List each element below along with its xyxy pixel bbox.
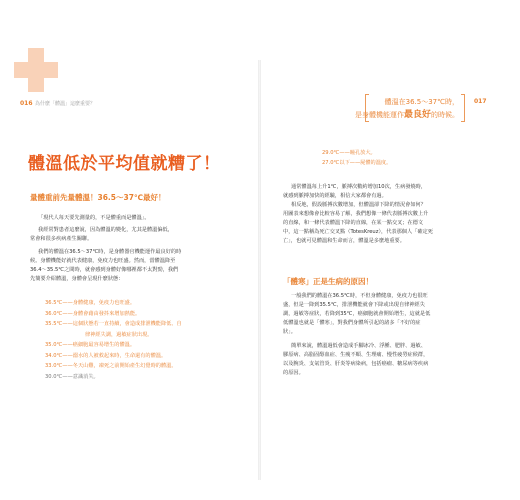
left-paragraph-2 (30, 248, 250, 284)
text-line: 一般我們的體溫在36.5℃時，不但身體健康，免疫力也很旺 (291, 293, 428, 299)
text-line: 的原因。 (283, 370, 304, 376)
header-pullquote (354, 94, 465, 120)
left-paragraph-1 (30, 226, 250, 244)
text-line: 膠原病、高脂固醇血症、生瘦不順、生理痛、慢性疲勞症候群， (283, 352, 429, 358)
temp-item: 27.0℃以下——屍體的溫度。 (322, 160, 392, 166)
right-page-number: 017 (474, 98, 487, 105)
text-line: 亡」，也就可見體溫和生命而言，體溫是多麼地重要。 (283, 238, 405, 244)
pullquote-line-1: 體溫在36.5～37℃時， (384, 98, 459, 106)
right-paragraph-1 (283, 183, 498, 246)
text-line: 中，這一點稱為死亡交叉點（TotesKreuz），代表那個人「確定死 (283, 229, 433, 235)
text-line: 先簡要介紹體溫，身體會呈現什麼狀態： (30, 276, 124, 282)
right-paragraph-3 (283, 342, 498, 378)
text-line: 36.4～35.5℃之間時，就會感到身體好像哪裡都不太對勁，我們 (30, 267, 179, 273)
text-line: 以及腕炎、支氣管炎、肝炎等病染病，包括癌瘤、糖尿病等疾病 (283, 361, 429, 367)
text-line: 就感到脈搏加快的經驗，相信大家都會有過。 (283, 193, 387, 199)
text-line: 用圖表來想像會比較容易了解，我們想像一條代表脈搏次數上升 (283, 211, 429, 217)
left-page-number: 016 (20, 100, 33, 107)
left-quote: 「現代人每天要先測量的，不是體重而是體溫」。 (38, 215, 150, 221)
text-line: 簡單來說，體溫過低會造成手腳冰冷、浮腫、肥胖、過敏、 (291, 343, 426, 349)
chapter-title: 體溫低於平均值就糟了！ (28, 149, 221, 174)
temp-item: 33.0℃——冬天山難，凍死之前開始產生幻覺時的體溫。 (45, 363, 177, 369)
temp-item: 律神經失調，過敏症狀出現。 (85, 331, 153, 338)
page-gutter (258, 60, 261, 480)
right-subhead: 「體寒」正是生病的原因！ (283, 277, 373, 286)
text-line: 低體溫也就是「體寒」，對我們身體所引起的諸多「不好的症 (283, 320, 421, 326)
text-line: 相反地，假設脈搏次數增加，但體溫卻下降的情況會如何？ (291, 202, 426, 208)
temp-item: 35.0℃——癌細胞最容易增生的體溫。 (45, 342, 136, 348)
temp-item: 35.5℃——這個狀態若一直持續，會造成排泄機能降低、自 (45, 321, 182, 327)
medical-cross-icon (14, 48, 58, 92)
temperature-list (45, 298, 245, 382)
text-line: 我經常對患者這麼說，因為體溫的變化，尤其是體溫偏低， (38, 227, 173, 233)
text-line: 調，過敏等症狀，若降到35℃，癌細胞就會開始增生，這就是低 (283, 311, 431, 317)
temp-item: 29.0℃——瞳孔放大。 (322, 150, 376, 156)
temp-item: 36.5℃——身體健康，免疫力也旺盛。 (45, 300, 136, 306)
temperature-list-continued (322, 148, 472, 168)
temp-item: 30.0℃——意識消失。 (45, 373, 99, 380)
right-paragraph-2 (283, 292, 498, 337)
text-line: 狀」。 (283, 329, 296, 335)
temp-item: 36.0℃——身體會藉由發抖來增加熱能。 (45, 310, 141, 317)
text-line: 的直線，和一條代表體溫下降的直線，在某一點交叉；在德文 (283, 220, 424, 226)
text-line: 常會和很多疾病產生關聯。 (30, 236, 93, 242)
text-line: 我們的體溫在36.5～37℃時，是身體器官機能運作最良好的時 (38, 249, 182, 255)
text-line: 盛，但是一降到35.5℃，排泄機能就會下降或出現自律神經失 (283, 302, 425, 308)
pullquote-line-2: 是身體機能運作最良好的時候。 (354, 110, 459, 120)
text-line: 通常體溫每上升1℃，脈搏次數約增加10次，生病發燒時， (291, 184, 427, 190)
text-line: 候。身體機能好就代表健康，免疫力也旺盛。然而，當體溫降至 (30, 258, 176, 264)
running-head: 為什麼「體溫」這麼重要？ (35, 101, 96, 107)
temp-item: 34.0℃——溺水的人被救起來時，生命還有的體溫。 (45, 352, 167, 359)
left-subhead: 量體重前先量體溫！36.5～37℃最好！ (30, 193, 166, 202)
